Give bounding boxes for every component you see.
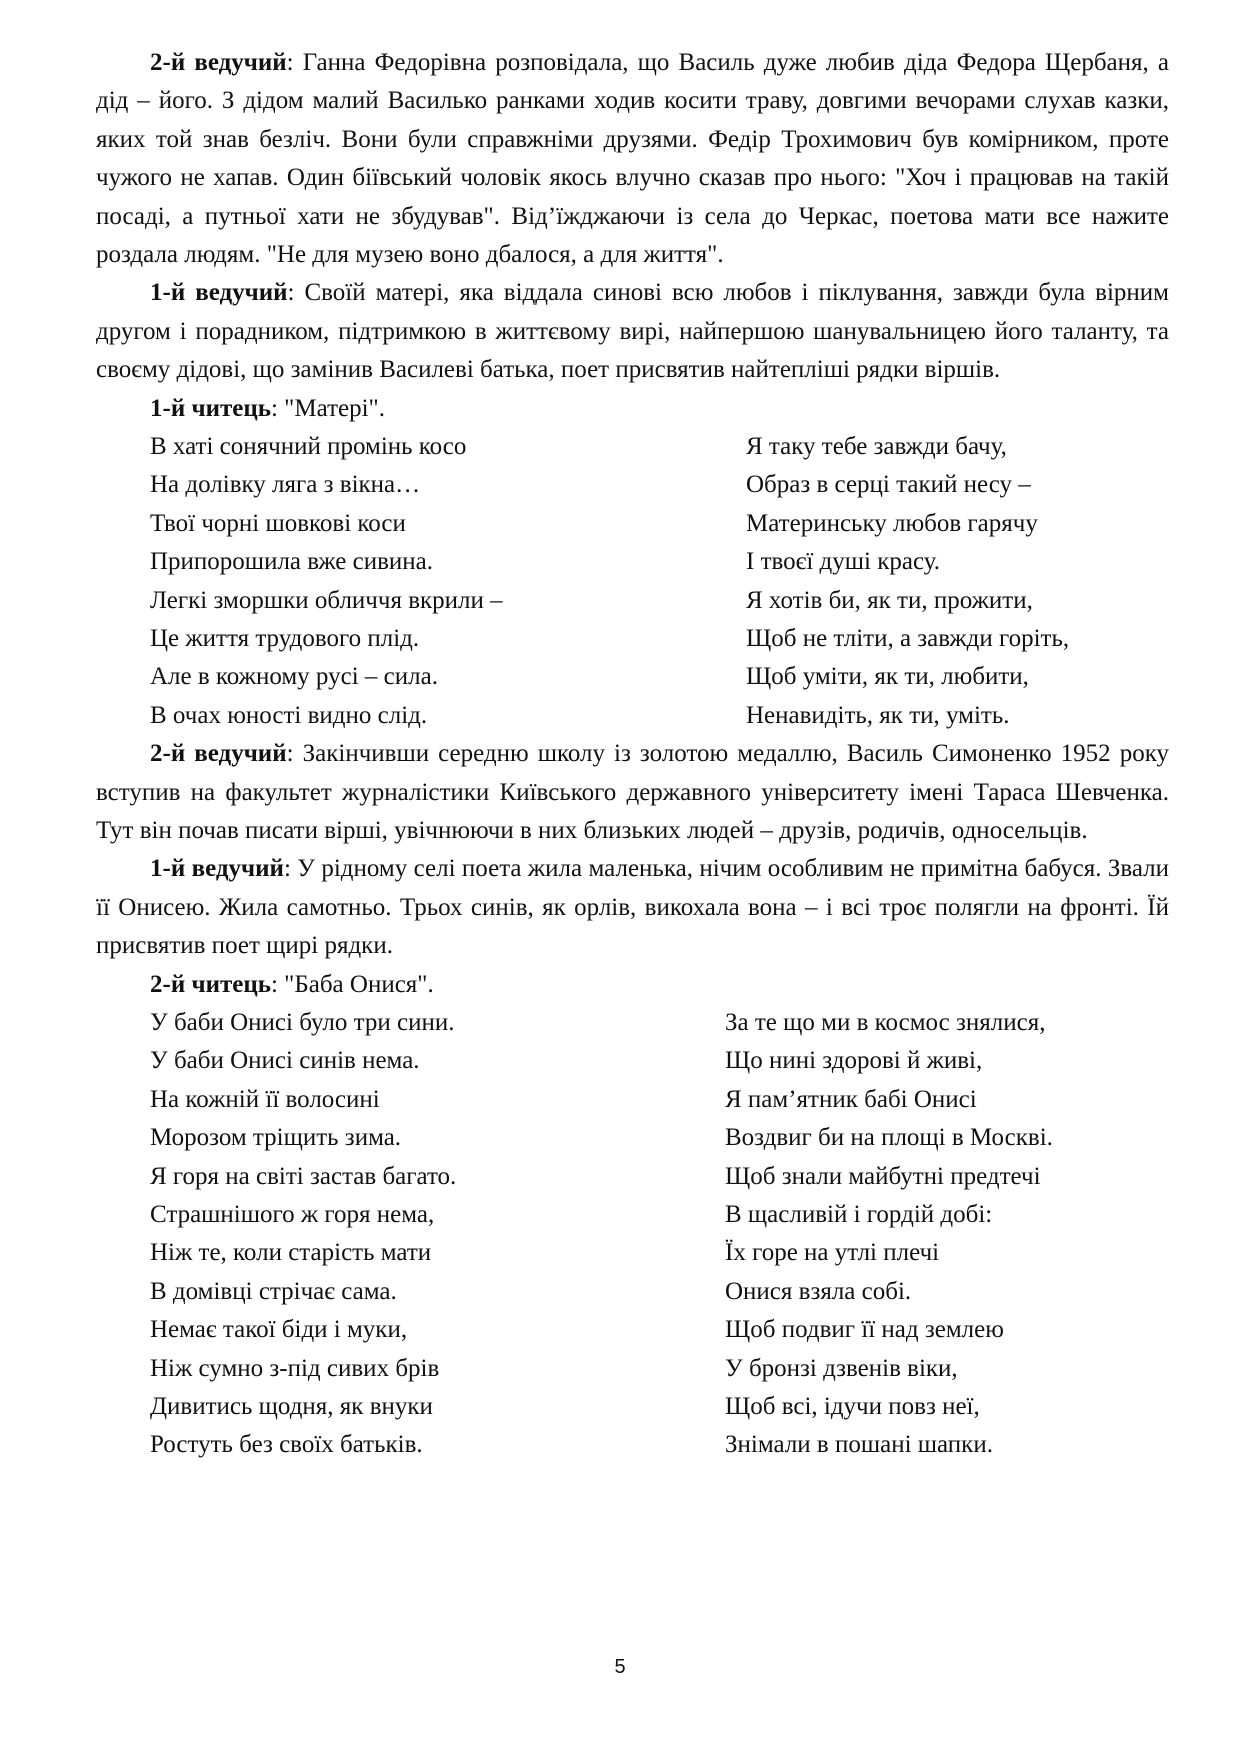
poem-line: Немає такої біди і муки, (150, 1316, 408, 1344)
poem-line: Їх горе на утлі плечі (725, 1239, 940, 1267)
poem-line: У бронзі дзвенів віки, (725, 1354, 958, 1382)
poem-title: : "Баба Онися". (270, 970, 434, 998)
poem-line: Образ в серці такий несу – (746, 471, 1031, 499)
speaker-label: 2-й ведучий (150, 740, 287, 768)
poem-line: Морозом тріщить зима. (150, 1124, 402, 1152)
poem-title-line (96, 966, 1169, 1004)
poem-line: Щоб уміти, як ти, любити, (746, 663, 1029, 691)
poem-line: Легкі зморшки обличчя вкрили – (150, 586, 503, 614)
poem-line: Але в кожному русі – сила. (150, 663, 438, 691)
poem-materi (96, 428, 1169, 735)
poem-line: Я хотів би, як ти, прожити, (746, 586, 1033, 614)
poem-line: Материнську любов гарячу (746, 509, 1038, 537)
poem-line: Щоб подвиг її над землею (725, 1316, 1004, 1344)
poem-line: Щоб не тліти, а завжди горіть, (746, 625, 1070, 653)
page-content (96, 44, 1169, 1465)
paragraph-text: : Своїй матері, яка віддала синові всю любов і піклування, завжди була вірним другом і порадником, підтримкою в життєвому вирі, найпершою шанувальницею його таланту, та своєму дідові, що замінив Василеві батька, поет присвятив найтепліші рядки віршів. (96, 279, 1169, 384)
poem-line: На долівку ляга з вікна… (150, 471, 421, 499)
reader-label: 2-й читець (150, 970, 271, 998)
poem-right-column (746, 428, 1069, 735)
poem-line: У баби Онисі було три сини. (150, 1009, 455, 1037)
speaker-label: 2-й ведучий (150, 49, 287, 76)
poem-left-column (150, 1004, 725, 1465)
poem-line: Онися взяла собі. (725, 1277, 912, 1305)
poem-line: Припорошила вже сивина. (150, 548, 434, 576)
poem-title-line (96, 390, 1169, 428)
paragraph-2 (96, 274, 1169, 389)
poem-line: Це життя трудового плід. (150, 625, 420, 653)
poem-line: В щасливій і гордій добі: (725, 1200, 993, 1228)
poem-line: Ніж те, коли старість мати (150, 1239, 432, 1267)
poem-line: У баби Онисі синів нема. (150, 1047, 420, 1075)
poem-line: Ніж сумно з-під сивих брів (150, 1354, 440, 1382)
poem-right-column (725, 1004, 1053, 1465)
poem-line: Дивитись щодня, як внуки (150, 1392, 433, 1420)
paragraph-text: : Ганна Федорівна розповідала, що Василь дуже любив діда Федора Щербаня, а дід – його. З дідом малий Василько ранками ходив косити траву, довгими вечорами слухав казки, яких той знав безліч. Вони були справжніми друзями. Федір Трохимович був комірником, проте чужого не хапав. Один біївський чоловік якось влучно сказав про нього: "Хоч і працював на такій посаді, а путньої хати не збудував". Від’їжджаючи із села до Черкас, поетова мати все нажите роздала людям. "Не для музею воно дбалося, а для життя". (96, 49, 1169, 269)
poem-line: Щоб знали майбутні предтечі (725, 1162, 1041, 1190)
reader-label: 1-й читець (150, 394, 271, 422)
poem-line: Страшнішого ж горя нема, (150, 1200, 435, 1228)
speaker-label: 1-й ведучий (150, 279, 288, 307)
paragraph-3 (96, 735, 1169, 850)
paragraph-1 (96, 44, 1169, 274)
poem-line: І твоєї душі красу. (746, 548, 940, 576)
poem-line: В домівці стрічає сама. (150, 1277, 397, 1305)
poem-line: Я таку тебе завжди бачу, (746, 433, 1007, 461)
poem-line: За те що ми в космос знялися, (725, 1009, 1046, 1037)
paragraph-text: : У рідному селі поета жила маленька, нічим особливим не примітна бабуся. Звали її Онисею. Жила самотньо. Трьох синів, як орлів, викохала вона – і всі троє полягли на фронті. Їй присвятив поет щирі рядки. (96, 855, 1169, 960)
poem-title: : "Матері". (270, 394, 385, 422)
speaker-label: 1-й ведучий (150, 855, 284, 883)
poem-line: Що нині здорові й живі, (725, 1047, 983, 1075)
poem-line: В очах юності видно слід. (150, 701, 428, 729)
poem-line: В хаті сонячний промінь косо (150, 433, 467, 461)
paragraph-text: : Закінчивши середню школу із золотою медаллю, Василь Симоненко 1952 року вступив на факультет журналістики Київського державного університету імені Тараса Шевченка. Тут він почав писати вірші, увічнюючи в них близьких людей – друзів, родичів, односельців. (96, 740, 1169, 844)
poem-line: Щоб всі, ідучи повз неї, (725, 1392, 980, 1420)
poem-line: На кожній її волосині (150, 1085, 380, 1113)
poem-line: Ростуть без своїх батьків. (150, 1431, 423, 1459)
paragraph-4 (96, 850, 1169, 965)
poem-line: Твої чорні шовкові коси (150, 509, 406, 537)
poem-line: Я пам’ятник бабі Онисі (725, 1085, 977, 1113)
poem-left-column (150, 428, 746, 735)
page-number: 5 (614, 1656, 626, 1678)
poem-line: Я горя на світі застав багато. (150, 1162, 457, 1190)
poem-line: Ненавидіть, як ти, уміть. (746, 701, 1010, 729)
poem-line: Знімали в пошані шапки. (725, 1431, 993, 1459)
poem-line: Воздвиг би на площі в Москві. (725, 1124, 1053, 1152)
poem-baba-onysia (96, 1004, 1169, 1465)
